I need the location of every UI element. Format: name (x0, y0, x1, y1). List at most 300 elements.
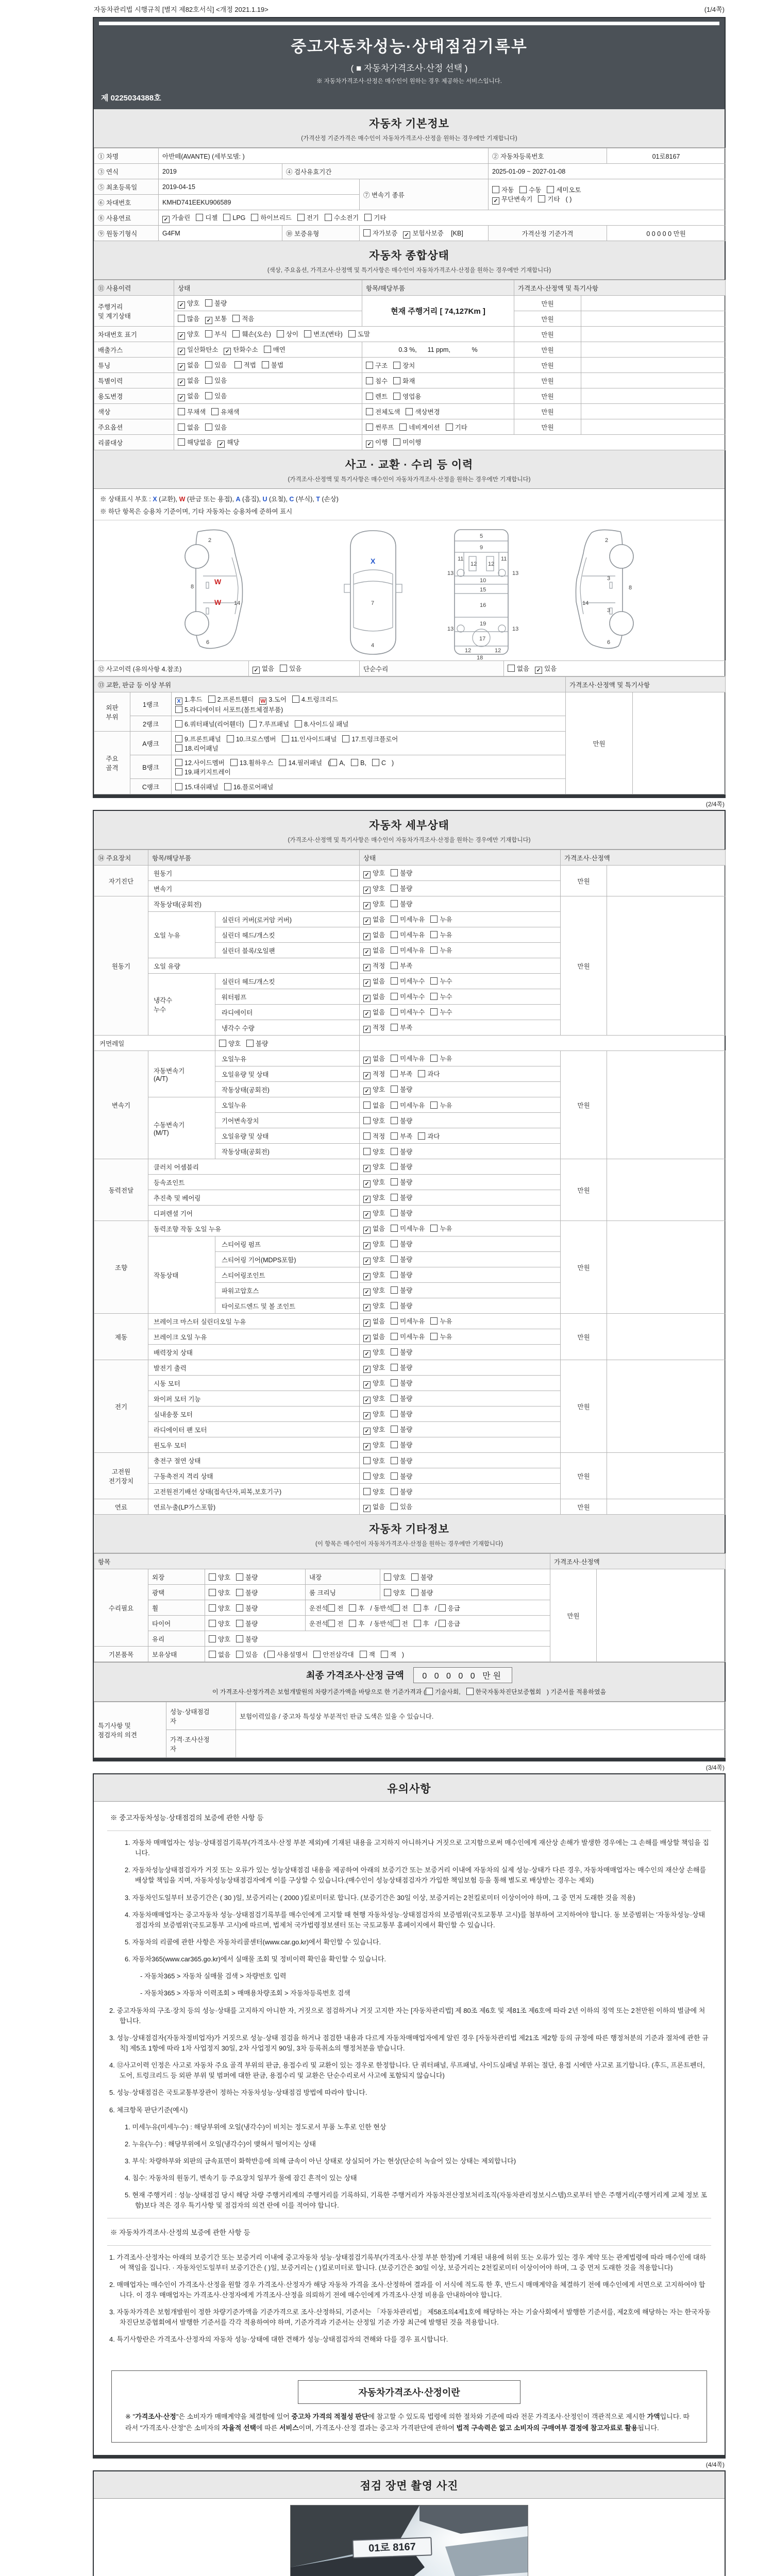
checkbox[interactable] (178, 408, 185, 415)
checkbox[interactable] (384, 1589, 391, 1596)
checkbox[interactable] (391, 1364, 398, 1371)
checkbox-option[interactable] (363, 868, 385, 878)
checkbox-option[interactable] (363, 1007, 385, 1018)
checkbox-option[interactable] (430, 1332, 452, 1341)
checkbox[interactable] (295, 720, 302, 727)
checkbox[interactable] (391, 1086, 398, 1093)
checkbox-option[interactable] (391, 1270, 412, 1279)
checkbox-option[interactable] (363, 1131, 385, 1141)
checkbox-option[interactable] (205, 391, 227, 400)
checkbox[interactable]: ✓ (363, 902, 371, 909)
checkbox-option[interactable] (162, 213, 190, 223)
checkbox-option[interactable] (391, 1116, 412, 1125)
checkbox[interactable] (366, 423, 373, 431)
checkbox[interactable]: ✓ (363, 918, 371, 925)
checkbox-option[interactable] (175, 719, 244, 728)
checkbox-option[interactable] (393, 392, 421, 401)
checkbox-option[interactable] (178, 360, 199, 370)
checkbox-option[interactable] (391, 1162, 412, 1171)
checkbox[interactable] (519, 186, 527, 193)
checkbox-option[interactable] (391, 1471, 412, 1481)
checkbox-option[interactable] (430, 1007, 452, 1016)
checkbox[interactable] (391, 1225, 398, 1232)
checkbox-option[interactable] (391, 1084, 412, 1094)
checkbox-option[interactable] (178, 345, 218, 355)
checkbox-option[interactable] (209, 1588, 230, 1597)
checkbox[interactable] (391, 885, 398, 892)
checkbox-option[interactable] (439, 1619, 460, 1628)
checkbox[interactable] (223, 214, 230, 221)
checkbox-option[interactable] (178, 437, 212, 447)
checkbox[interactable] (209, 1635, 216, 1642)
checkbox[interactable]: ✓ (178, 363, 185, 370)
checkbox[interactable] (391, 1271, 398, 1278)
checkbox[interactable] (209, 1620, 216, 1627)
checkbox[interactable]: ✓ (363, 1088, 371, 1095)
checkbox-option[interactable] (399, 422, 440, 432)
checkbox-option[interactable] (363, 1394, 385, 1404)
checkbox[interactable] (391, 1209, 398, 1216)
checkbox-option[interactable] (205, 376, 227, 385)
checkbox-option[interactable] (209, 1634, 230, 1643)
checkbox[interactable] (411, 1589, 418, 1596)
checkbox[interactable]: ✓ (363, 1505, 371, 1512)
checkbox-option[interactable] (280, 664, 301, 673)
checkbox-option[interactable] (363, 1378, 385, 1388)
checkbox-option[interactable] (391, 1177, 412, 1187)
checkbox-option[interactable] (209, 1619, 230, 1628)
checkbox[interactable]: ✓ (162, 216, 170, 223)
checkbox-option[interactable] (349, 1603, 364, 1613)
checkbox-option[interactable] (175, 758, 225, 767)
checkbox[interactable]: ✓ (224, 348, 231, 355)
checkbox[interactable] (178, 315, 185, 322)
checkbox[interactable]: ✓ (205, 317, 212, 324)
checkbox-option[interactable] (277, 329, 298, 338)
checkbox-option[interactable] (391, 945, 425, 955)
checkbox-option[interactable] (366, 361, 388, 370)
checkbox-option[interactable] (366, 376, 388, 385)
checkbox[interactable] (391, 1148, 398, 1155)
checkbox[interactable] (205, 361, 212, 368)
checkbox-option[interactable] (363, 1069, 385, 1079)
checkbox-option[interactable] (403, 228, 443, 239)
checkbox-option[interactable] (363, 945, 385, 956)
checkbox[interactable]: ✓ (363, 1428, 371, 1435)
checkbox[interactable] (391, 962, 398, 969)
checkbox-option[interactable] (363, 1502, 385, 1512)
checkbox-option[interactable] (391, 1131, 412, 1141)
checkbox[interactable] (175, 783, 182, 790)
checkbox-option[interactable] (363, 1023, 385, 1033)
checkbox-option[interactable] (232, 329, 271, 338)
checkbox[interactable] (391, 977, 398, 985)
checkbox-option[interactable] (363, 1316, 385, 1327)
checkbox[interactable] (236, 1620, 243, 1627)
checkbox[interactable]: ✓ (363, 948, 371, 956)
checkbox[interactable] (446, 423, 453, 431)
checkbox[interactable]: ✓ (363, 1319, 371, 1327)
checkbox[interactable]: ✓ (363, 1381, 371, 1388)
checkbox[interactable] (391, 1194, 398, 1201)
checkbox-option[interactable] (439, 1603, 460, 1613)
checkbox[interactable] (414, 1620, 421, 1627)
checkbox[interactable] (492, 186, 499, 193)
checkbox-option[interactable] (391, 1456, 412, 1465)
checkbox-option[interactable] (178, 407, 206, 416)
checkbox[interactable] (391, 1240, 398, 1247)
checkbox[interactable] (391, 916, 398, 923)
checkbox[interactable]: ✓ (217, 440, 225, 448)
checkbox[interactable] (384, 1573, 391, 1581)
checkbox[interactable] (430, 993, 438, 1000)
checkbox[interactable] (330, 759, 337, 766)
checkbox-option[interactable] (259, 694, 287, 705)
checkbox[interactable] (391, 1457, 398, 1464)
checkbox-option[interactable] (363, 992, 385, 1002)
checkbox[interactable]: ✓ (363, 1165, 371, 1172)
checkbox-option[interactable] (279, 758, 322, 767)
checkbox[interactable] (418, 1132, 425, 1140)
checkbox-option[interactable] (391, 1100, 425, 1110)
checkbox[interactable] (366, 362, 373, 369)
checkbox[interactable]: ✓ (363, 1026, 371, 1033)
checkbox-option[interactable] (363, 976, 385, 987)
checkbox[interactable] (232, 330, 240, 337)
checkbox-option[interactable] (391, 1285, 412, 1295)
checkbox-option[interactable] (236, 1603, 258, 1613)
checkbox-option[interactable] (205, 422, 227, 432)
checkbox[interactable] (391, 1333, 398, 1340)
checkbox-option[interactable] (366, 422, 394, 432)
checkbox-option[interactable] (223, 214, 245, 222)
checkbox-option[interactable] (363, 1239, 385, 1249)
checkbox[interactable] (391, 946, 398, 954)
checkbox[interactable] (328, 1620, 335, 1627)
checkbox-option[interactable] (178, 314, 199, 323)
checkbox[interactable] (304, 330, 311, 337)
checkbox[interactable] (178, 423, 185, 431)
checkbox[interactable] (280, 665, 287, 672)
checkbox-option[interactable] (209, 1650, 230, 1659)
checkbox-option[interactable] (508, 664, 529, 673)
checkbox[interactable] (175, 706, 182, 713)
checkbox[interactable] (205, 392, 212, 399)
checkbox-option[interactable] (384, 1588, 406, 1597)
checkbox-option[interactable] (366, 392, 388, 401)
checkbox-option[interactable] (363, 884, 385, 894)
checkbox[interactable] (430, 977, 438, 985)
checkbox-option[interactable] (363, 1487, 385, 1496)
checkbox-option[interactable] (391, 961, 412, 970)
checkbox-option[interactable] (414, 1619, 429, 1628)
checkbox[interactable] (342, 735, 349, 742)
checkbox[interactable] (366, 408, 373, 415)
checkbox-option[interactable] (297, 213, 319, 222)
checkbox[interactable] (391, 1426, 398, 1433)
checkbox[interactable] (175, 759, 182, 766)
checkbox[interactable] (175, 744, 182, 752)
checkbox[interactable] (211, 408, 219, 415)
checkbox-option[interactable] (267, 1650, 308, 1659)
checkbox[interactable] (246, 1040, 254, 1047)
checkbox[interactable]: ✓ (363, 1335, 371, 1342)
checkbox-option[interactable] (391, 1301, 412, 1310)
checkbox[interactable]: ✓ (363, 1010, 371, 1018)
checkbox-option[interactable] (406, 407, 440, 416)
checkbox[interactable] (175, 735, 182, 742)
checkbox-option[interactable] (363, 930, 385, 940)
checkbox[interactable] (391, 993, 398, 1000)
checkbox[interactable]: ✓ (363, 1304, 371, 1311)
checkbox[interactable]: ✓ (535, 667, 542, 674)
checkbox[interactable] (208, 696, 215, 703)
checkbox-option[interactable] (219, 1039, 241, 1048)
checkbox-option[interactable] (175, 694, 203, 705)
checkbox-option[interactable] (363, 1440, 385, 1450)
checkbox-option[interactable] (426, 1687, 461, 1696)
checkbox-option[interactable] (175, 767, 231, 776)
checkbox[interactable] (430, 916, 438, 923)
checkbox-option[interactable] (430, 930, 452, 939)
checkbox-option[interactable] (466, 1687, 542, 1696)
checkbox-option[interactable] (535, 664, 557, 674)
checkbox[interactable] (363, 1472, 371, 1480)
checkbox[interactable] (547, 186, 554, 193)
checkbox-option[interactable] (236, 1572, 258, 1582)
checkbox-option[interactable] (328, 1619, 343, 1628)
checkbox-option[interactable] (178, 329, 199, 340)
checkbox-option[interactable] (342, 734, 398, 743)
checkbox-option[interactable] (363, 1255, 385, 1265)
checkbox[interactable] (393, 1604, 400, 1612)
checkbox[interactable] (205, 299, 212, 307)
checkbox-option[interactable] (391, 1023, 412, 1032)
checkbox-option[interactable] (313, 1650, 354, 1659)
checkbox[interactable] (236, 1573, 243, 1581)
checkbox-option[interactable] (414, 1603, 429, 1613)
checkbox[interactable] (391, 900, 398, 907)
checkbox[interactable] (430, 1317, 438, 1325)
checkbox-option[interactable] (363, 1224, 385, 1234)
checkbox[interactable] (391, 1317, 398, 1325)
checkbox-option[interactable] (391, 1394, 412, 1403)
checkbox-option[interactable] (391, 868, 412, 877)
checkbox[interactable] (264, 346, 271, 353)
checkbox-option[interactable] (363, 1456, 385, 1465)
checkbox[interactable] (366, 377, 373, 384)
checkbox-option[interactable] (178, 298, 199, 309)
checkbox[interactable]: ✓ (363, 1196, 371, 1203)
checkbox-option[interactable] (391, 1255, 412, 1264)
checkbox-option[interactable] (205, 314, 227, 324)
checkbox-option[interactable] (430, 914, 452, 924)
checkbox-option[interactable] (363, 1116, 385, 1125)
checkbox[interactable] (538, 195, 545, 202)
checkbox-option[interactable] (547, 185, 581, 194)
checkbox[interactable] (391, 1286, 398, 1294)
checkbox-option[interactable] (411, 1588, 433, 1597)
checkbox[interactable]: ✓ (363, 979, 371, 987)
checkbox-option[interactable] (208, 694, 254, 704)
checkbox[interactable]: ✓ (363, 1289, 371, 1296)
checkbox-option[interactable] (391, 1363, 412, 1372)
checkbox[interactable]: ✓ (492, 197, 499, 205)
checkbox-option[interactable] (492, 185, 514, 194)
checkbox-option[interactable] (236, 1634, 258, 1643)
checkbox[interactable] (363, 1117, 371, 1124)
checkbox-option[interactable] (205, 360, 227, 369)
checkbox[interactable]: X (175, 698, 182, 705)
checkbox[interactable]: ✓ (363, 933, 371, 940)
checkbox[interactable] (391, 1055, 398, 1062)
checkbox[interactable] (227, 735, 234, 742)
checkbox-option[interactable] (446, 422, 467, 432)
checkbox-option[interactable] (418, 1131, 440, 1141)
checkbox-option[interactable] (234, 360, 256, 369)
checkbox[interactable] (236, 1589, 243, 1596)
checkbox-option[interactable] (363, 1147, 385, 1156)
checkbox-option[interactable] (381, 1650, 396, 1659)
checkbox[interactable] (196, 214, 203, 221)
checkbox-option[interactable] (205, 298, 227, 308)
checkbox[interactable] (426, 1688, 433, 1695)
checkbox[interactable] (175, 720, 182, 727)
checkbox[interactable] (249, 720, 257, 727)
checkbox-option[interactable] (175, 782, 219, 791)
checkbox-option[interactable] (391, 899, 412, 908)
checkbox-option[interactable] (363, 1363, 385, 1373)
checkbox-option[interactable] (227, 734, 276, 743)
checkbox[interactable] (363, 1132, 371, 1140)
checkbox-option[interactable] (391, 1147, 412, 1156)
checkbox-option[interactable] (391, 976, 425, 986)
checkbox[interactable]: ✓ (363, 1443, 371, 1450)
checkbox[interactable] (391, 1379, 398, 1386)
checkbox-option[interactable] (349, 1619, 364, 1628)
checkbox[interactable] (391, 1302, 398, 1309)
checkbox[interactable] (234, 361, 242, 368)
checkbox-option[interactable] (175, 705, 283, 714)
checkbox[interactable] (363, 1457, 371, 1464)
checkbox[interactable]: ✓ (363, 964, 371, 971)
checkbox[interactable] (466, 1688, 474, 1695)
checkbox-option[interactable] (175, 734, 221, 743)
checkbox[interactable]: ✓ (363, 1397, 371, 1404)
checkbox[interactable]: ✓ (253, 667, 260, 674)
checkbox[interactable] (391, 1503, 398, 1510)
checkbox-option[interactable] (232, 314, 254, 323)
checkbox[interactable] (232, 315, 240, 322)
checkbox-option[interactable] (363, 899, 385, 909)
checkbox[interactable] (328, 1604, 335, 1612)
checkbox-option[interactable] (363, 1193, 385, 1203)
checkbox-option[interactable] (363, 1084, 385, 1095)
checkbox-option[interactable] (196, 213, 217, 222)
checkbox[interactable] (348, 330, 356, 337)
checkbox-option[interactable] (430, 992, 452, 1001)
checkbox-option[interactable] (391, 1316, 425, 1326)
checkbox-option[interactable] (363, 961, 385, 971)
checkbox-option[interactable] (363, 1301, 385, 1311)
checkbox-option[interactable] (391, 930, 425, 939)
checkbox[interactable] (175, 768, 182, 775)
checkbox-option[interactable] (391, 1502, 412, 1511)
checkbox-option[interactable] (211, 407, 239, 416)
checkbox[interactable] (205, 423, 212, 431)
checkbox-option[interactable] (209, 1603, 230, 1613)
checkbox-option[interactable] (363, 1471, 385, 1481)
checkbox[interactable]: ✓ (363, 1350, 371, 1358)
checkbox-option[interactable] (430, 1316, 452, 1326)
checkbox[interactable] (325, 214, 332, 221)
checkbox-option[interactable] (391, 1409, 412, 1418)
checkbox[interactable] (430, 1008, 438, 1015)
checkbox-option[interactable] (205, 329, 227, 338)
checkbox[interactable]: ✓ (363, 1227, 371, 1234)
checkbox[interactable]: ✓ (178, 348, 185, 355)
checkbox-option[interactable] (391, 1332, 425, 1341)
checkbox[interactable] (279, 759, 286, 766)
checkbox[interactable] (411, 1573, 418, 1581)
checkbox[interactable] (430, 1101, 438, 1109)
checkbox[interactable]: W (259, 698, 266, 705)
checkbox-option[interactable] (430, 1100, 452, 1110)
checkbox-option[interactable] (393, 1603, 408, 1613)
checkbox[interactable] (393, 377, 400, 384)
checkbox-option[interactable] (363, 1208, 385, 1218)
checkbox[interactable] (391, 1163, 398, 1170)
checkbox[interactable] (209, 1604, 216, 1612)
checkbox-option[interactable] (391, 1007, 425, 1016)
checkbox-option[interactable] (178, 391, 199, 401)
checkbox[interactable] (393, 1620, 400, 1627)
checkbox-option[interactable] (391, 1069, 412, 1078)
checkbox[interactable] (391, 869, 398, 876)
checkbox-option[interactable] (295, 719, 348, 728)
checkbox[interactable] (430, 1225, 438, 1232)
checkbox-option[interactable] (519, 185, 541, 194)
checkbox-option[interactable] (363, 1270, 385, 1280)
checkbox-option[interactable] (363, 1332, 385, 1342)
checkbox[interactable]: ✓ (363, 1242, 371, 1249)
checkbox-option[interactable] (253, 664, 274, 674)
checkbox[interactable]: ✓ (403, 231, 410, 239)
checkbox[interactable] (262, 361, 269, 368)
checkbox-option[interactable] (264, 345, 285, 354)
checkbox[interactable] (292, 696, 299, 703)
checkbox[interactable] (391, 1070, 398, 1077)
checkbox-option[interactable] (391, 1425, 412, 1434)
checkbox[interactable] (391, 1101, 398, 1109)
checkbox[interactable]: ✓ (363, 1057, 371, 1064)
checkbox[interactable] (430, 931, 438, 938)
checkbox[interactable] (393, 362, 400, 369)
checkbox[interactable]: ✓ (363, 1273, 371, 1280)
checkbox[interactable] (391, 931, 398, 938)
checkbox[interactable] (391, 1441, 398, 1448)
checkbox-option[interactable] (292, 694, 338, 704)
checkbox[interactable] (391, 1472, 398, 1480)
checkbox[interactable] (297, 214, 305, 221)
checkbox-option[interactable] (393, 437, 421, 447)
checkbox-option[interactable] (538, 194, 560, 204)
checkbox-option[interactable] (391, 1208, 412, 1217)
checkbox[interactable] (381, 1651, 388, 1658)
checkbox[interactable] (439, 1620, 446, 1627)
checkbox[interactable] (439, 1604, 446, 1612)
checkbox-option[interactable] (363, 1347, 385, 1358)
